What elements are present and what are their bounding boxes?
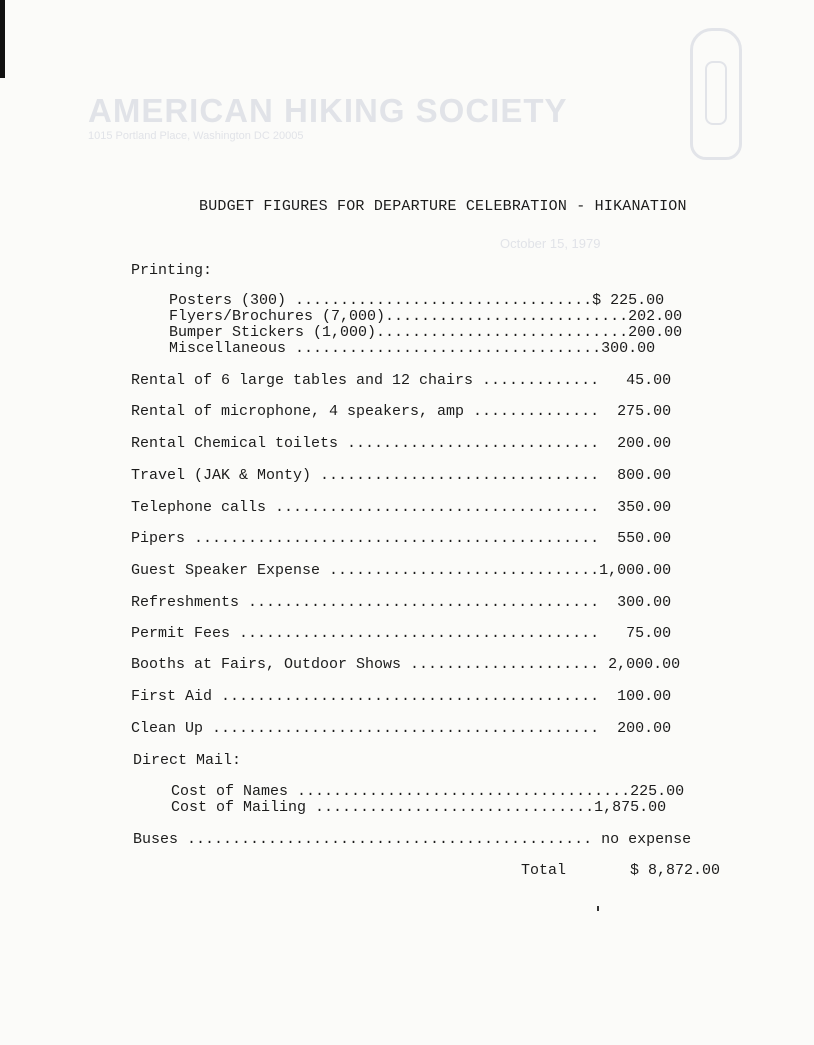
line-rental-tables: Rental of 6 large tables and 12 chairs ............. 45.00 <box>131 372 672 389</box>
line-bumper-stickers: Bumper Stickers (1,000)............................200.00 <box>169 324 683 341</box>
line-booths: Booths at Fairs, Outdoor Shows ..................... 2,000.00 <box>131 656 681 673</box>
section-printing: Printing: <box>131 262 213 279</box>
scan-edge-mark <box>0 0 5 78</box>
section-direct-mail: Direct Mail: <box>133 752 242 769</box>
line-rental-toilets: Rental Chemical toilets ............................ 200.00 <box>131 435 672 452</box>
ghost-logo-icon <box>690 28 742 160</box>
line-flyers: Flyers/Brochures (7,000)...........................202.00 <box>169 308 683 325</box>
line-pipers: Pipers ............................................. 550.00 <box>131 530 672 547</box>
line-buses: Buses ............................................. no expense <box>133 831 692 848</box>
line-refreshments: Refreshments ....................................... 300.00 <box>131 594 672 611</box>
line-first-aid: First Aid .......................................... 100.00 <box>131 688 672 705</box>
line-clean-up: Clean Up ........................................... 200.00 <box>131 720 672 737</box>
scan-speck <box>597 906 599 911</box>
line-posters: Posters (300) .................................$ 225.00 <box>169 292 665 309</box>
document-title: BUDGET FIGURES FOR DEPARTURE CELEBRATION - HIKANATION <box>199 198 687 215</box>
total-value: $ 8,872.00 <box>630 862 721 879</box>
line-miscellaneous: Miscellaneous ..................................300.00 <box>169 340 656 357</box>
ghost-date: October 15, 1979 <box>500 236 601 251</box>
line-cost-of-mailing: Cost of Mailing ...............................1,875.00 <box>171 799 667 816</box>
total-label: Total <box>521 862 567 879</box>
ghost-org-name: AMERICAN HIKING SOCIETY <box>88 92 568 129</box>
line-rental-microphone: Rental of microphone, 4 speakers, amp .............. 275.00 <box>131 403 672 420</box>
line-travel: Travel (JAK & Monty) ............................... 800.00 <box>131 467 672 484</box>
line-permit-fees: Permit Fees ........................................ 75.00 <box>131 625 672 642</box>
line-cost-of-names: Cost of Names .....................................225.00 <box>171 783 685 800</box>
line-telephone: Telephone calls .................................... 350.00 <box>131 499 672 516</box>
line-guest-speaker: Guest Speaker Expense ..............................1,000.00 <box>131 562 672 579</box>
ghost-address: 1015 Portland Place, Washington DC 20005 <box>88 130 304 142</box>
